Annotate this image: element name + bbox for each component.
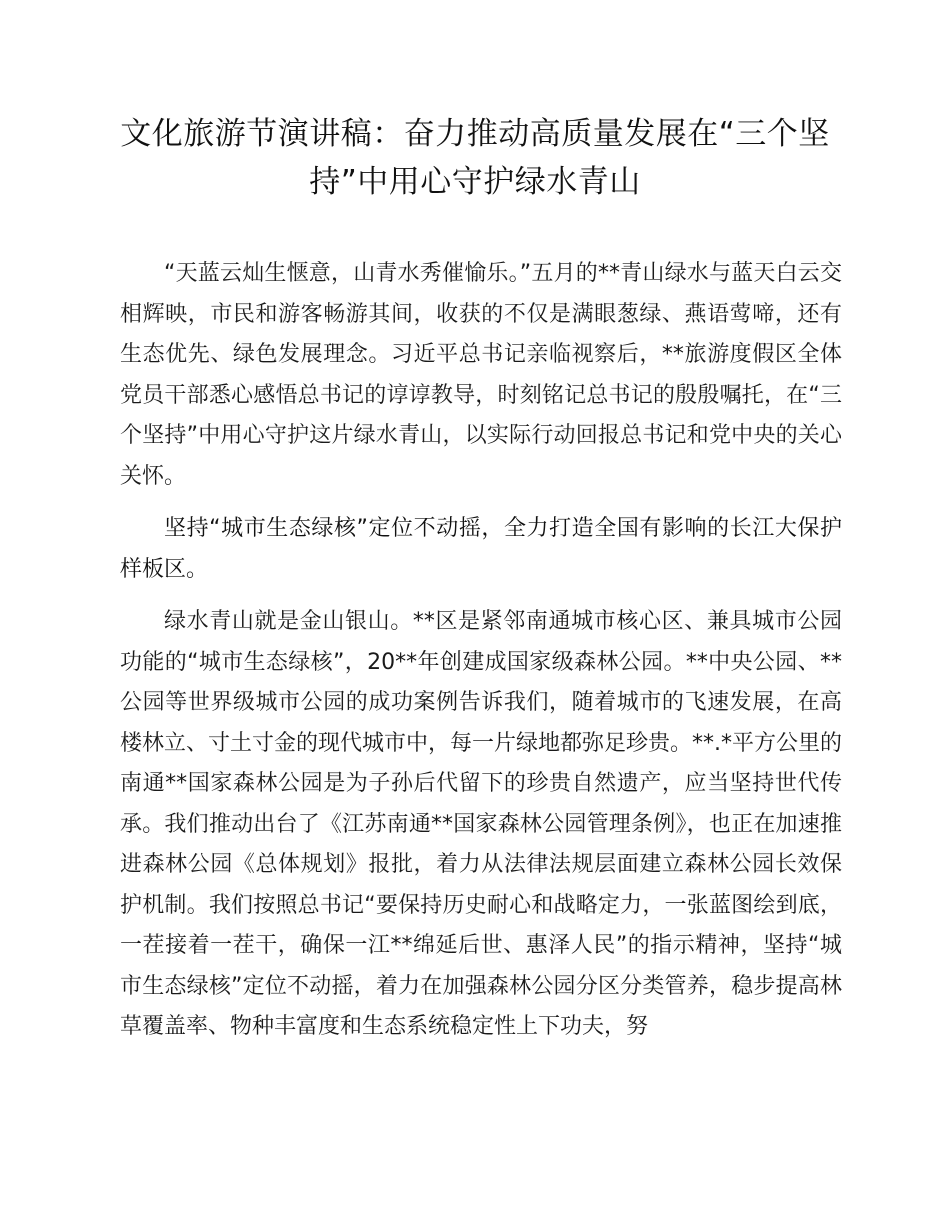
paragraph-heading-green-core: 坚持“城市生态绿核”定位不动摇，全力打造全国有影响的长江大保护样板区。 [120, 516, 842, 582]
document-body [120, 254, 842, 1060]
document-title: 文化旅游节演讲稿：奋力推动高质量发展在“三个坚持”中用心守护绿水青山 [120, 116, 830, 200]
paragraph-green-mountains: 绿水青山就是金山银山。**区是紧邻南通城市核心区、兼具城市公园功能的“城市生态绿核”，20**年创建成国家级森林公园。**中央公园、**公园等世界级城市公园的成功案例告诉我们，随着城市的飞速发展，在高楼林立、寸土寸金的现代城市中，每一片绿地都弥足珍贵。**.*平方公里的南通**国家森林公园是为子孙后代留下的珍贵自然遗产，应当坚持世代传承。我们推动出台了《江苏南通**国家森林公园管理条例》，也正在加速推进森林公园《总体规划》报批，着力从法律法规层面建立森林公园长效保护机制。我们按照总书记“要保持历史耐心和战略定力，一张蓝图绘到底，一茬接着一茬干，确保一江**绵延后世、惠泽人民”的指示精神，坚持“城市生态绿核”定位不动摇，着力在加强森林公园分区分类管养，稳步提高林草覆盖率、物种丰富度和生态系统稳定性上下功夫，努 [120, 609, 842, 1039]
paragraph-intro: “天蓝云灿生惬意，山青水秀催愉乐。”五月的**青山绿水与蓝天白云交相辉映，市民和游客畅游其间，收获的不仅是满眼葱绿、燕语莺啼，还有生态优先、绿色发展理念。习近平总书记亲临视察后，**旅游度假区全体党员干部悉心感悟总书记的谆谆教导，时刻铭记总书记的殷殷嘱托，在“三个坚持”中用心守护这片绿水青山，以实际行动回报总书记和党中央的关心关怀。 [120, 261, 842, 489]
